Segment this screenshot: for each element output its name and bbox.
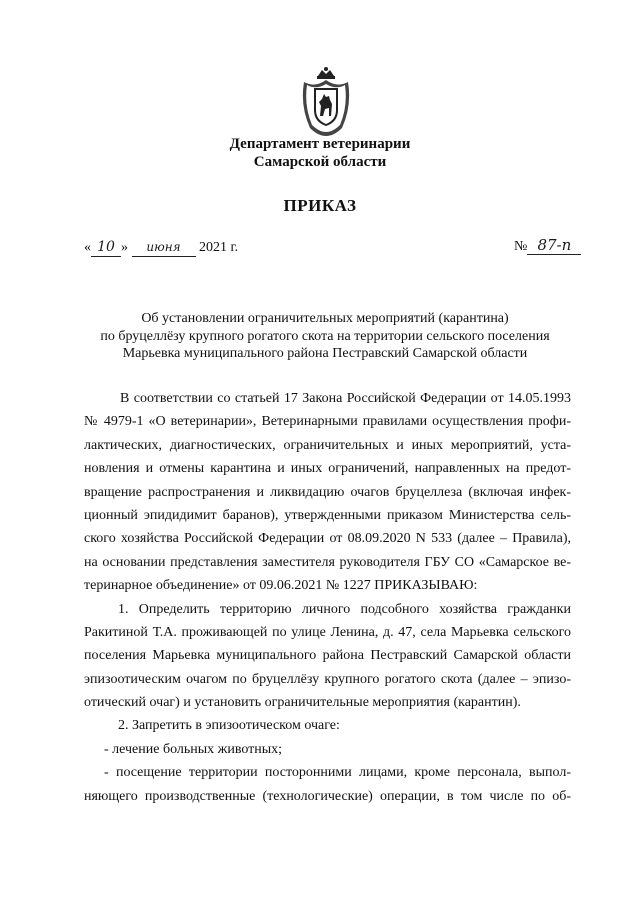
body-line: 2. Запретить в эпизоотическом очаге: [118, 718, 340, 734]
date-month: июня [132, 238, 196, 257]
date-day: 10 [91, 238, 121, 257]
body-line: - посещение территории посторонними лицами, кроме персонала, выпол- [104, 765, 571, 781]
order-title [60, 310, 590, 363]
title-line: Марьевка муниципального района Пестравский Самарской области [122, 346, 528, 361]
date-open-quote: « [84, 240, 91, 255]
order-date [84, 238, 238, 257]
body-line: эпизоотическим очагом по бруцеллёзу крупного рогатого скота (далее – эпизо- [84, 671, 571, 687]
order-body [84, 387, 571, 808]
department-name-line2: Самарской области [253, 154, 387, 170]
body-line: на основании представления заместителя руководителя ГБУ СО «Самарское ве- [84, 554, 571, 570]
body-line: ского хозяйства Российской Федерации от 08.09.2020 N 533 (далее – Правила), [84, 531, 571, 547]
title-line: Об установлении ограничительных мероприятий (карантина) [141, 311, 509, 326]
body-line: теринарное объединение» от 09.06.2021 № 1227 ПРИКАЗЫВАЮ: [84, 578, 478, 594]
body-line: В соответствии со статьей 17 Закона Российской Федерации от 14.05.1993 [120, 391, 571, 406]
body-line: ционный эпидидимит баранов), утвержденными приказом Министерства сель- [84, 507, 571, 523]
body-line: отический очаг) и установить ограничительные мероприятия (карантин). [84, 695, 521, 711]
title-line: по бруцеллёзу крупного рогатого скота на территории сельского поселения [100, 328, 550, 344]
department-name-line1: Департамент ветеринарии [229, 136, 411, 152]
body-line: няющего производственные (технологические) операции, в том числе по об- [84, 788, 571, 804]
body-line: лактических, диагностических, ограничительных и иных мероприятий, уста- [84, 437, 571, 453]
coat-of-arms-icon [296, 66, 356, 138]
body-line: новления и отмены карантина и иных ограничений, направленных на предот- [84, 461, 571, 477]
order-number [514, 236, 581, 256]
number-value: 87-п [527, 236, 581, 255]
date-close-quote: » [121, 240, 128, 255]
body-line: № 4979-1 «О ветеринарии», Ветеринарными правилами осуществления профи- [84, 414, 571, 430]
body-line: вращение распространения и ликвидацию очагов бруцеллеза (включая инфек- [84, 484, 571, 500]
date-year: 2021 г. [199, 240, 239, 255]
document-type-heading: ПРИКАЗ [283, 196, 357, 215]
number-sign: № [514, 239, 528, 254]
body-line: Ракитиной Т.А. проживающей по улице Ленина, д. 47, села Марьевка сельского [84, 624, 571, 640]
body-line: - лечение больных животных; [104, 741, 283, 757]
body-line: 1. Определить территорию личного подсобного хозяйства гражданки [118, 601, 571, 617]
body-line: поселения Марьевка муниципального района Пестравский Самарской области [84, 648, 571, 664]
